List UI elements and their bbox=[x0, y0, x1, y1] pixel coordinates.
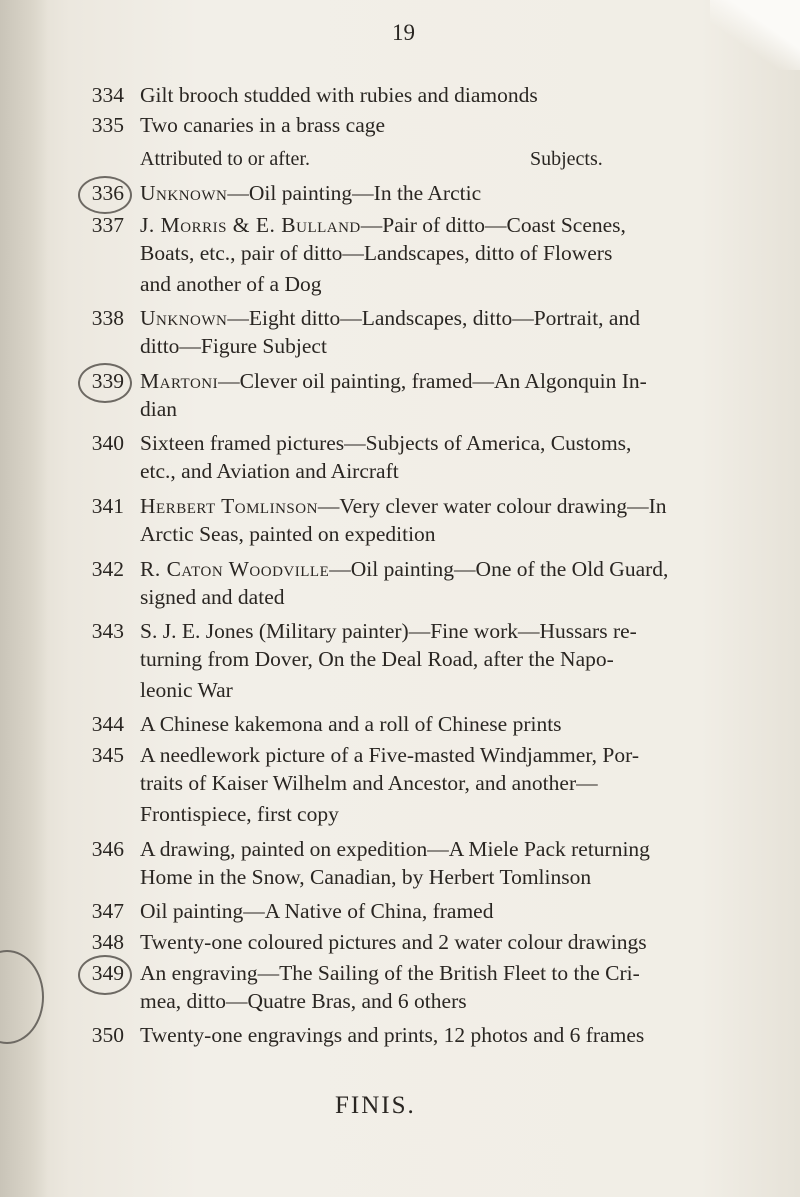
lot-description-continued: traits of Kaiser Wilhelm and Ancestor, and another— bbox=[140, 771, 598, 795]
lot-number: 345 bbox=[91, 743, 124, 767]
artist-name: Herbert Tomlinson bbox=[140, 494, 318, 518]
lot-description: Gilt brooch studded with rubies and diamonds bbox=[140, 83, 538, 107]
lot-description: A needlework picture of a Five-masted Windjammer, Por- bbox=[140, 743, 639, 767]
lot-number: 343 bbox=[91, 619, 124, 643]
lot-description-continued: ditto—Figure Subject bbox=[140, 334, 327, 358]
lot-description: Sixteen framed pictures—Subjects of America, Customs, bbox=[140, 431, 632, 455]
lot-description-continued: etc., and Aviation and Aircraft bbox=[140, 459, 399, 483]
page-corner bbox=[710, 0, 800, 70]
lot-description: —Pair of ditto—Coast Scenes, bbox=[360, 213, 626, 237]
pencil-circle-mark bbox=[78, 363, 132, 403]
artist-name: Unknown bbox=[140, 306, 228, 330]
lot-number: 335 bbox=[91, 113, 124, 137]
lot-number: 336 bbox=[91, 181, 124, 205]
lot-description-continued: and another of a Dog bbox=[140, 272, 322, 296]
pencil-circle-mark bbox=[78, 176, 132, 214]
lot-description: An engraving—The Sailing of the British Fleet to the Cri- bbox=[140, 961, 640, 985]
lot-number: 340 bbox=[91, 431, 124, 455]
lot-number: 338 bbox=[91, 306, 124, 330]
artist-name: J. Morris & E. Bulland bbox=[140, 213, 361, 237]
lot-description-continued: leonic War bbox=[140, 678, 233, 702]
lot-number: 349 bbox=[91, 961, 124, 985]
lot-description: —Oil painting—One of the Old Guard, bbox=[329, 557, 669, 581]
subjects-heading: Subjects. bbox=[530, 148, 603, 170]
lot-number: 342 bbox=[91, 557, 124, 581]
lot-description: Oil painting—A Native of China, framed bbox=[140, 899, 494, 923]
lot-description-continued: dian bbox=[140, 397, 178, 421]
lot-description: —Oil painting—In the Arctic bbox=[227, 181, 482, 205]
lot-description: Twenty-one coloured pictures and 2 water colour drawings bbox=[140, 930, 647, 954]
artist-name: Unknown bbox=[140, 181, 228, 205]
lot-number: 344 bbox=[91, 712, 124, 736]
lot-description: —Very clever water colour drawing—In bbox=[317, 494, 667, 518]
lot-description: —Eight ditto—Landscapes, ditto—Portrait, and bbox=[227, 306, 640, 330]
lot-description: Twenty-one engravings and prints, 12 photos and 6 frames bbox=[140, 1023, 645, 1047]
lot-description-continued: Boats, etc., pair of ditto—Landscapes, ditto of Flowers bbox=[140, 241, 613, 265]
lot-description: —Clever oil painting, framed—An Algonquin In- bbox=[218, 369, 647, 393]
lot-description-continued: Frontispiece, first copy bbox=[140, 802, 339, 826]
lot-description-continued: Home in the Snow, Canadian, by Herbert Tomlinson bbox=[140, 865, 592, 889]
pencil-circle-mark bbox=[78, 955, 132, 995]
lot-description: A drawing, painted on expedition—A Miele Pack returning bbox=[140, 837, 650, 861]
artist-name: Martoni bbox=[140, 369, 219, 393]
lot-description-continued: signed and dated bbox=[140, 585, 285, 609]
finis-heading: FINIS. bbox=[335, 1092, 416, 1119]
lot-number: 346 bbox=[91, 837, 124, 861]
artist-name: R. Caton Woodville bbox=[140, 557, 330, 581]
lot-number: 341 bbox=[91, 494, 124, 518]
lot-number: 350 bbox=[91, 1023, 124, 1047]
lot-number: 347 bbox=[91, 899, 124, 923]
attribution-note: Attributed to or after. bbox=[140, 148, 310, 170]
lot-description-continued: Arctic Seas, painted on expedition bbox=[140, 522, 436, 546]
lot-number: 337 bbox=[91, 213, 124, 237]
lot-number: 339 bbox=[91, 369, 124, 393]
lot-description: S. J. E. Jones (Military painter)—Fine work—Hussars re- bbox=[140, 619, 637, 643]
lot-description: A Chinese kakemona and a roll of Chinese prints bbox=[140, 712, 562, 736]
page-number: 19 bbox=[392, 20, 415, 45]
lot-number: 334 bbox=[91, 83, 124, 107]
lot-description-continued: mea, ditto—Quatre Bras, and 6 others bbox=[140, 989, 467, 1013]
lot-number: 348 bbox=[91, 930, 124, 954]
lot-description-continued: turning from Dover, On the Deal Road, after the Napo- bbox=[140, 647, 614, 671]
lot-description: Two canaries in a brass cage bbox=[140, 113, 386, 137]
